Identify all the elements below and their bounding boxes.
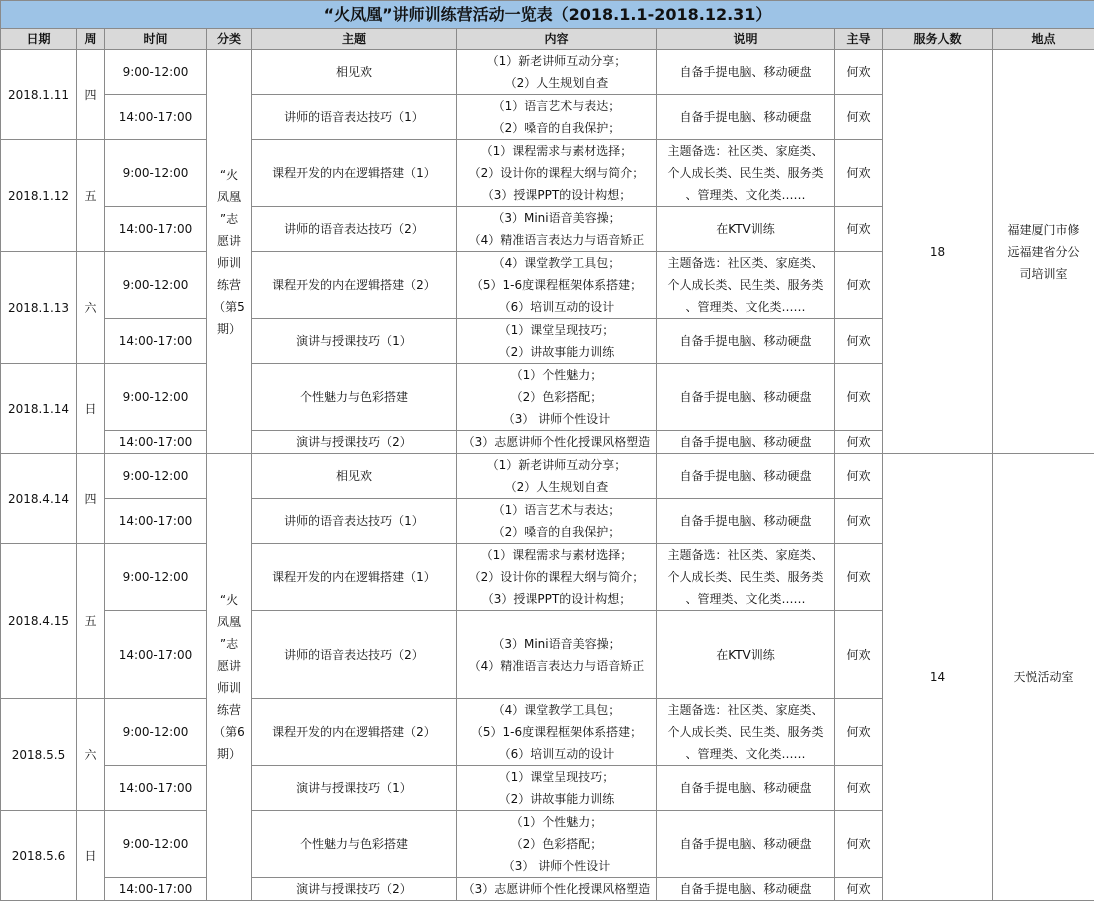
content-line: （1）课程需求与素材选择； (460, 544, 653, 566)
note-line: 自备手提电脑、移动硬盘 (660, 386, 831, 408)
content-line: （1）个性魅力； (460, 364, 653, 386)
location-line: 远福建省分公 (996, 241, 1091, 263)
note-line: 在KTV训练 (660, 218, 831, 240)
time-cell[interactable]: 9:00-12:00 (105, 140, 207, 207)
date-cell[interactable]: 2018.1.11 (1, 50, 77, 140)
topic-cell[interactable]: 演讲与授课技巧（1） (252, 766, 457, 811)
category-line: 愿讲 (210, 230, 248, 252)
lead-cell[interactable]: 何欢 (835, 364, 883, 431)
note-line: 个人成长类、民生类、服务类 (660, 721, 831, 743)
content-cell[interactable] (457, 766, 657, 811)
content-line: （1）课堂呈现技巧； (460, 766, 653, 788)
topic-cell[interactable]: 课程开发的内在逻辑搭建（2） (252, 252, 457, 319)
content-cell[interactable] (457, 454, 657, 499)
content-line: （2）设计你的课程大纲与简介； (460, 566, 653, 588)
note-cell[interactable] (657, 95, 835, 140)
content-line: （1）新老讲师互动分享； (460, 50, 653, 72)
content-cell[interactable] (457, 364, 657, 431)
category-line: ”志 (210, 208, 248, 230)
content-cell[interactable] (457, 207, 657, 252)
content-line: （3）授课PPT的设计构想； (460, 184, 653, 206)
header-note[interactable]: 说明 (657, 29, 835, 50)
date-cell[interactable]: 2018.5.5 (1, 699, 77, 811)
content-line: （1）课程需求与素材选择； (460, 140, 653, 162)
content-line: （2）设计你的课程大纲与简介； (460, 162, 653, 184)
note-line: 主题备选：社区类、家庭类、 (660, 252, 831, 274)
content-cell[interactable] (457, 878, 657, 901)
weekday-cell[interactable]: 四 (77, 50, 105, 140)
note-line: 自备手提电脑、移动硬盘 (660, 465, 831, 487)
location-line: 司培训室 (996, 263, 1091, 285)
note-cell[interactable] (657, 431, 835, 454)
lead-cell[interactable]: 何欢 (835, 878, 883, 901)
category-line: 练营 (210, 699, 248, 721)
header-content[interactable]: 内容 (457, 29, 657, 50)
category-line: ”志 (210, 633, 248, 655)
time-cell[interactable]: 14:00-17:00 (105, 878, 207, 901)
lead-cell[interactable]: 何欢 (835, 499, 883, 544)
weekday-cell[interactable]: 五 (77, 140, 105, 252)
lead-cell[interactable]: 何欢 (835, 699, 883, 766)
time-cell[interactable]: 9:00-12:00 (105, 364, 207, 431)
served-count-cell[interactable]: 18 (883, 50, 993, 454)
note-line: 自备手提电脑、移动硬盘 (660, 330, 831, 352)
time-cell[interactable]: 14:00-17:00 (105, 319, 207, 364)
topic-cell[interactable]: 演讲与授课技巧（1） (252, 319, 457, 364)
lead-cell[interactable]: 何欢 (835, 431, 883, 454)
content-line: （3）Mini语音美容操； (460, 633, 653, 655)
category-line: 凤凰 (210, 611, 248, 633)
time-cell[interactable]: 9:00-12:00 (105, 544, 207, 611)
date-cell[interactable]: 2018.5.6 (1, 811, 77, 901)
note-cell[interactable] (657, 319, 835, 364)
topic-cell[interactable]: 个性魅力与色彩搭建 (252, 364, 457, 431)
lead-cell[interactable]: 何欢 (835, 140, 883, 207)
content-line: （1）课堂呈现技巧； (460, 319, 653, 341)
content-line: （6）培训互动的设计 (460, 743, 653, 765)
header-weekday[interactable]: 周 (77, 29, 105, 50)
topic-cell[interactable]: 课程开发的内在逻辑搭建（1） (252, 544, 457, 611)
category-line: （第6 (210, 721, 248, 743)
title-row (1, 1, 1094, 29)
time-cell[interactable]: 9:00-12:00 (105, 699, 207, 766)
content-cell[interactable] (457, 140, 657, 207)
content-line: （3）志愿讲师个性化授课风格塑造 (460, 878, 653, 900)
weekday-cell[interactable]: 五 (77, 544, 105, 699)
content-line: （2）人生规划自查 (460, 476, 653, 498)
sheet-title[interactable]: “火凤凰”讲师训练营活动一览表（2018.1.1-2018.12.31） (1, 1, 1094, 29)
time-cell[interactable]: 9:00-12:00 (105, 50, 207, 95)
content-cell[interactable] (457, 699, 657, 766)
date-cell[interactable]: 2018.1.12 (1, 140, 77, 252)
lead-cell[interactable]: 何欢 (835, 544, 883, 611)
note-cell[interactable] (657, 699, 835, 766)
note-cell[interactable] (657, 364, 835, 431)
content-line: （3）志愿讲师个性化授课风格塑造 (460, 431, 653, 453)
topic-cell[interactable]: 个性魅力与色彩搭建 (252, 811, 457, 878)
note-cell[interactable] (657, 811, 835, 878)
note-cell[interactable] (657, 140, 835, 207)
note-cell[interactable] (657, 611, 835, 699)
time-cell[interactable]: 14:00-17:00 (105, 207, 207, 252)
time-cell[interactable]: 14:00-17:00 (105, 431, 207, 454)
location-line: 福建厦门市修 (996, 219, 1091, 241)
content-line: （6）培训互动的设计 (460, 296, 653, 318)
note-line: 自备手提电脑、移动硬盘 (660, 777, 831, 799)
note-cell[interactable] (657, 252, 835, 319)
content-line: （1）个性魅力； (460, 811, 653, 833)
note-line: 自备手提电脑、移动硬盘 (660, 510, 831, 532)
location-cell[interactable] (993, 50, 1094, 454)
content-line: （3） 讲师个性设计 (460, 855, 653, 877)
topic-cell[interactable]: 演讲与授课技巧（2） (252, 431, 457, 454)
content-cell[interactable] (457, 95, 657, 140)
topic-cell[interactable]: 讲师的语音表达技巧（1） (252, 499, 457, 544)
content-line: （1）新老讲师互动分享； (460, 454, 653, 476)
weekday-cell[interactable]: 日 (77, 364, 105, 454)
weekday-cell[interactable]: 六 (77, 252, 105, 364)
content-line: （2）嗓音的自我保护； (460, 521, 653, 543)
time-cell[interactable]: 14:00-17:00 (105, 766, 207, 811)
category-line: 期） (210, 318, 248, 340)
content-cell[interactable] (457, 499, 657, 544)
topic-cell[interactable]: 讲师的语音表达技巧（2） (252, 207, 457, 252)
content-line: （4）精准语言表达力与语音矫正 (460, 655, 653, 677)
category-line: “火 (210, 589, 248, 611)
table-row (1, 454, 1094, 499)
note-line: 在KTV训练 (660, 644, 831, 666)
time-cell[interactable]: 9:00-12:00 (105, 252, 207, 319)
note-line: 、管理类、文化类…… (660, 296, 831, 318)
content-cell[interactable] (457, 431, 657, 454)
lead-cell[interactable]: 何欢 (835, 95, 883, 140)
header-time[interactable]: 时间 (105, 29, 207, 50)
note-line: 、管理类、文化类…… (660, 743, 831, 765)
topic-cell[interactable]: 课程开发的内在逻辑搭建（2） (252, 699, 457, 766)
lead-cell[interactable]: 何欢 (835, 50, 883, 95)
time-cell[interactable]: 14:00-17:00 (105, 499, 207, 544)
topic-cell[interactable]: 相见欢 (252, 454, 457, 499)
note-line: 个人成长类、民生类、服务类 (660, 274, 831, 296)
location-line: 天悦活动室 (996, 666, 1091, 688)
note-line: 自备手提电脑、移动硬盘 (660, 431, 831, 453)
content-line: （2）色彩搭配； (460, 833, 653, 855)
note-line: 主题备选：社区类、家庭类、 (660, 140, 831, 162)
content-cell[interactable] (457, 50, 657, 95)
category-line: 期） (210, 743, 248, 765)
topic-cell[interactable]: 相见欢 (252, 50, 457, 95)
content-line: （2）嗓音的自我保护； (460, 117, 653, 139)
lead-cell[interactable]: 何欢 (835, 319, 883, 364)
note-line: 、管理类、文化类…… (660, 588, 831, 610)
note-line: 主题备选：社区类、家庭类、 (660, 699, 831, 721)
content-line: （3）Mini语音美容操； (460, 207, 653, 229)
note-cell[interactable] (657, 766, 835, 811)
topic-cell[interactable]: 课程开发的内在逻辑搭建（1） (252, 140, 457, 207)
date-cell[interactable]: 2018.1.14 (1, 364, 77, 454)
content-line: （2）人生规划自查 (460, 72, 653, 94)
note-cell[interactable] (657, 50, 835, 95)
note-cell[interactable] (657, 544, 835, 611)
category-line: 师训 (210, 677, 248, 699)
lead-cell[interactable]: 何欢 (835, 252, 883, 319)
weekday-cell[interactable]: 四 (77, 454, 105, 544)
time-cell[interactable]: 9:00-12:00 (105, 454, 207, 499)
content-cell[interactable] (457, 544, 657, 611)
note-cell[interactable] (657, 878, 835, 901)
content-line: （2）讲故事能力训练 (460, 341, 653, 363)
header-date[interactable]: 日期 (1, 29, 77, 50)
content-line: （4）课堂教学工具包； (460, 252, 653, 274)
note-line: 自备手提电脑、移动硬盘 (660, 833, 831, 855)
note-cell[interactable] (657, 454, 835, 499)
content-line: （2）讲故事能力训练 (460, 788, 653, 810)
table-row (1, 50, 1094, 95)
note-line: 个人成长类、民生类、服务类 (660, 566, 831, 588)
weekday-cell[interactable]: 日 (77, 811, 105, 901)
note-line: 、管理类、文化类…… (660, 184, 831, 206)
category-cell[interactable] (207, 454, 252, 901)
category-line: （第5 (210, 296, 248, 318)
time-cell[interactable]: 9:00-12:00 (105, 811, 207, 878)
time-cell[interactable]: 14:00-17:00 (105, 611, 207, 699)
topic-cell[interactable]: 讲师的语音表达技巧（2） (252, 611, 457, 699)
date-cell[interactable]: 2018.4.14 (1, 454, 77, 544)
header-topic[interactable]: 主题 (252, 29, 457, 50)
header-row (1, 29, 1094, 50)
lead-cell[interactable]: 何欢 (835, 766, 883, 811)
weekday-cell[interactable]: 六 (77, 699, 105, 811)
content-line: （2）色彩搭配； (460, 386, 653, 408)
header-category[interactable]: 分类 (207, 29, 252, 50)
content-cell[interactable] (457, 611, 657, 699)
note-cell[interactable] (657, 499, 835, 544)
note-line: 自备手提电脑、移动硬盘 (660, 61, 831, 83)
category-line: 愿讲 (210, 655, 248, 677)
topic-cell[interactable]: 讲师的语音表达技巧（1） (252, 95, 457, 140)
content-line: （1）语言艺术与表达； (460, 499, 653, 521)
lead-cell[interactable]: 何欢 (835, 611, 883, 699)
content-line: （5）1-6度课程框架体系搭建； (460, 274, 653, 296)
category-line: 练营 (210, 274, 248, 296)
date-cell[interactable]: 2018.1.13 (1, 252, 77, 364)
header-served[interactable]: 服务人数 (883, 29, 993, 50)
content-line: （5）1-6度课程框架体系搭建； (460, 721, 653, 743)
category-line: 师训 (210, 252, 248, 274)
served-count-cell[interactable]: 14 (883, 454, 993, 901)
content-line: （4）精准语言表达力与语音矫正 (460, 229, 653, 251)
lead-cell[interactable]: 何欢 (835, 454, 883, 499)
topic-cell[interactable]: 演讲与授课技巧（2） (252, 878, 457, 901)
lead-cell[interactable]: 何欢 (835, 811, 883, 878)
category-cell[interactable] (207, 50, 252, 454)
location-cell[interactable] (993, 454, 1094, 901)
note-cell[interactable] (657, 207, 835, 252)
content-line: （3） 讲师个性设计 (460, 408, 653, 430)
content-cell[interactable] (457, 811, 657, 878)
note-line: 个人成长类、民生类、服务类 (660, 162, 831, 184)
date-cell[interactable]: 2018.4.15 (1, 544, 77, 699)
content-line: （4）课堂教学工具包； (460, 699, 653, 721)
time-cell[interactable]: 14:00-17:00 (105, 95, 207, 140)
content-line: （3）授课PPT的设计构想； (460, 588, 653, 610)
note-line: 自备手提电脑、移动硬盘 (660, 878, 831, 900)
note-line: 自备手提电脑、移动硬盘 (660, 106, 831, 128)
note-line: 主题备选：社区类、家庭类、 (660, 544, 831, 566)
header-lead[interactable]: 主导 (835, 29, 883, 50)
content-cell[interactable] (457, 319, 657, 364)
category-line: “火 (210, 164, 248, 186)
content-line: （1）语言艺术与表达； (460, 95, 653, 117)
category-line: 凤凰 (210, 186, 248, 208)
lead-cell[interactable]: 何欢 (835, 207, 883, 252)
content-cell[interactable] (457, 252, 657, 319)
header-location[interactable]: 地点 (993, 29, 1094, 50)
